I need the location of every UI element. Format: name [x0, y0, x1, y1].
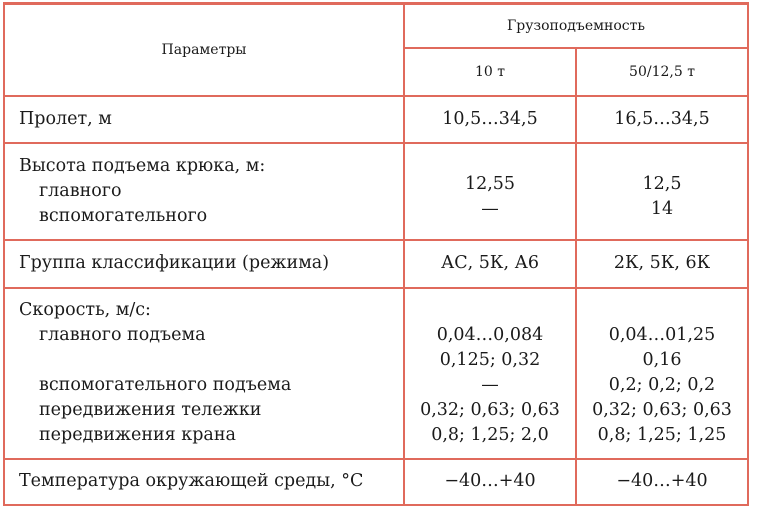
row-speed-v1-main-a: 0,04…0,084	[436, 325, 544, 345]
row-hook-aux-label: вспомогательного	[39, 205, 208, 226]
row-group-v1: АС, 5К, А6	[404, 240, 576, 288]
row-speed-label: Скорость, м/с:	[19, 300, 151, 320]
row-group-v2: 2К, 5К, 6К	[576, 240, 748, 288]
row-hook-v1-main: 12,55	[464, 174, 516, 194]
row-speed-v2-crane: 0,8; 1,25; 1,25	[597, 425, 727, 445]
header-parameters: Параметры	[4, 4, 404, 96]
row-temp-label: Температура окружающей среды, °С	[4, 459, 404, 505]
row-hook-v1	[404, 143, 576, 240]
row-span-label: Пролет, м	[4, 96, 404, 143]
row-hook-main-label: главного	[39, 180, 122, 201]
row-group-label: Группа классификации (режима)	[4, 240, 404, 288]
row-speed-v2-aux: 0,2; 0,2; 0,2	[608, 375, 716, 395]
row-speed-v2-trolley: 0,32; 0,63; 0,63	[592, 400, 732, 420]
row-speed-v2-main-a: 0,04…01,25	[608, 325, 716, 345]
row-temp-v2: −40…+40	[576, 459, 748, 505]
row-speed-v1	[404, 288, 576, 459]
row-speed	[4, 288, 404, 459]
row-speed-aux-label: вспомогательного подъема	[39, 375, 292, 395]
header-col-50t: 50/12,5 т	[576, 48, 748, 96]
row-speed-trolley-label: передвижения тележки	[39, 400, 262, 420]
row-hook-v2-aux: 14	[650, 199, 674, 219]
row-speed-v1-main-b: 0,125; 0,32	[439, 350, 541, 370]
row-hook-label: Высота подъема крюка, м:	[19, 155, 266, 176]
row-temp-v1: −40…+40	[404, 459, 576, 505]
row-hook-v1-aux: —	[481, 199, 499, 219]
row-hook-v2-main: 12,5	[642, 174, 682, 194]
row-speed-v1-crane: 0,8; 1,25; 2,0	[431, 425, 549, 445]
row-hook	[4, 143, 404, 240]
header-capacity: Грузоподъемность	[404, 4, 748, 48]
row-span-v1: 10,5…34,5	[404, 96, 576, 143]
row-speed-v2-main-b: 0,16	[642, 350, 682, 370]
row-speed-v2	[576, 288, 748, 459]
row-speed-v1-aux: —	[481, 375, 499, 395]
row-span-v2: 16,5…34,5	[576, 96, 748, 143]
row-speed-v1-trolley: 0,32; 0,63; 0,63	[420, 400, 560, 420]
row-speed-main-label: главного подъема	[39, 325, 206, 345]
crane-specs-table	[3, 2, 749, 506]
row-speed-crane-label: передвижения крана	[39, 425, 236, 445]
row-hook-v2	[576, 143, 748, 240]
header-col-10t: 10 т	[404, 48, 576, 96]
